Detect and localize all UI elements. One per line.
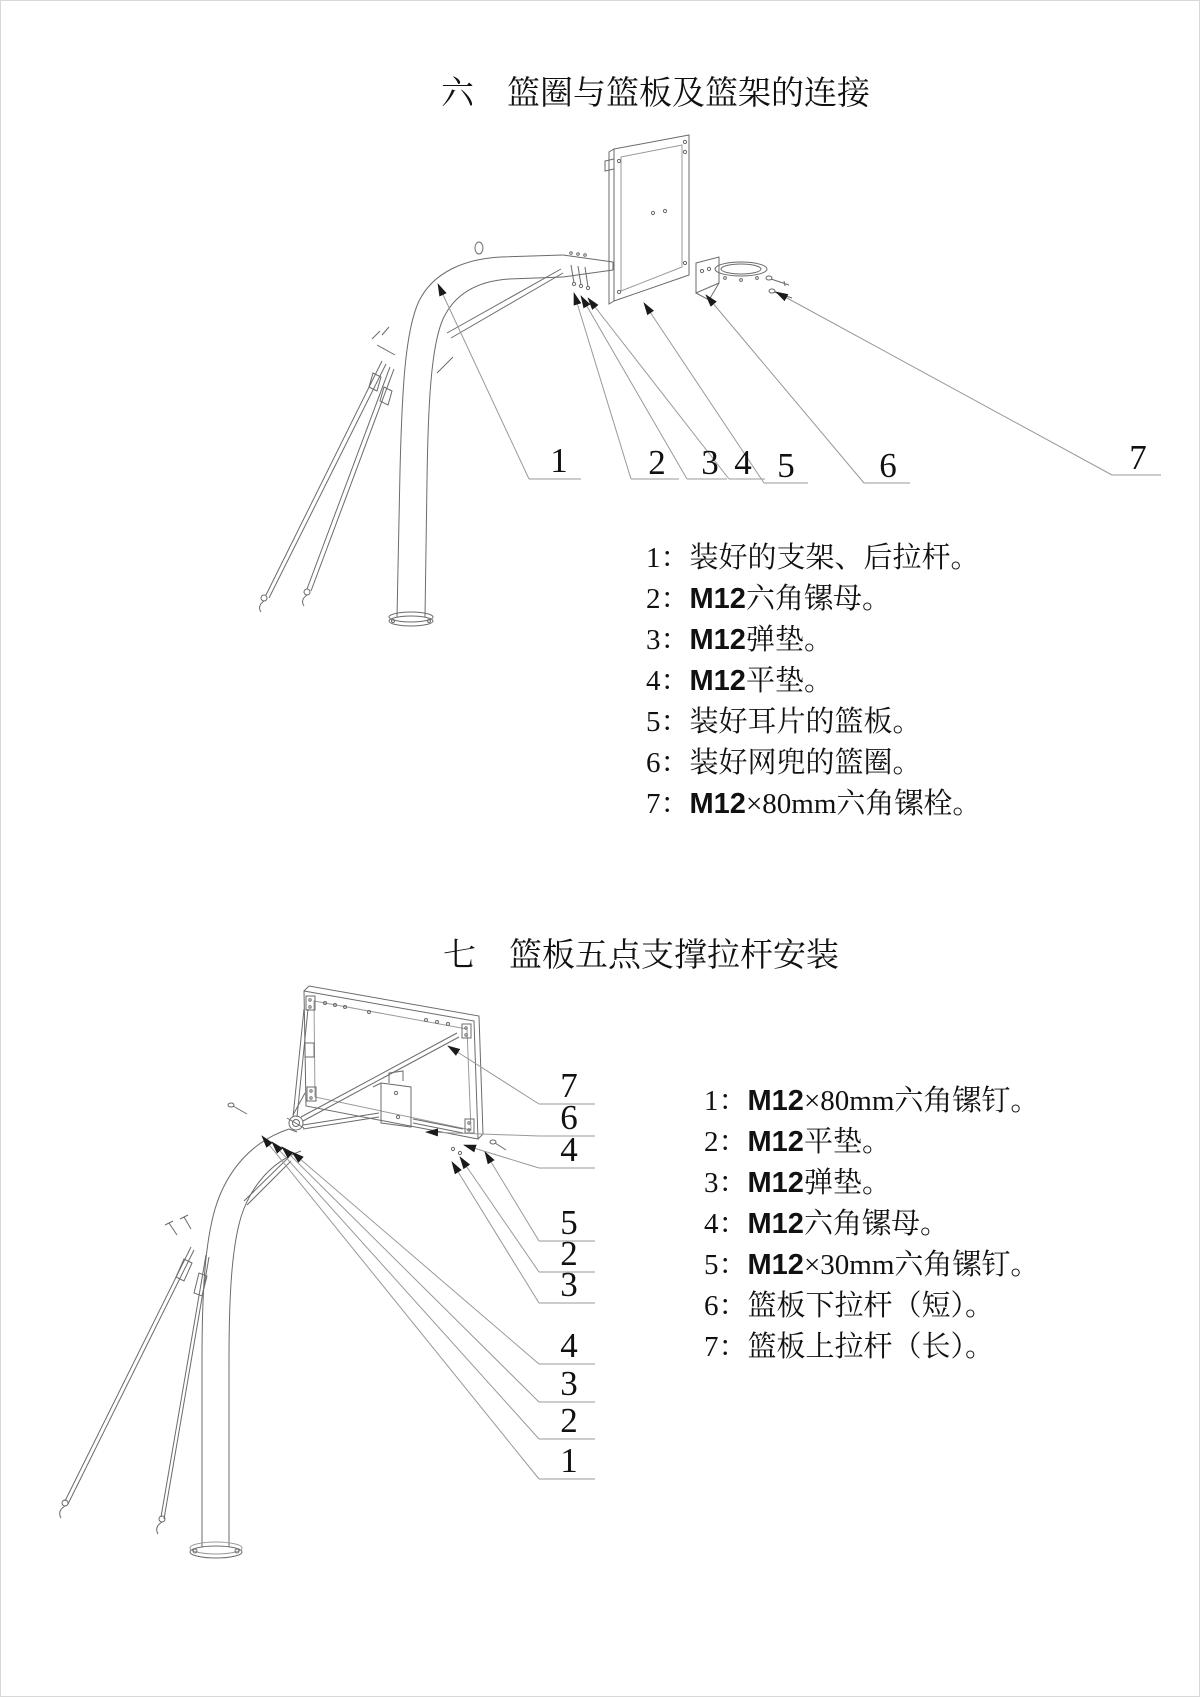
legend-item: 2：M12六角镙母。 [646,583,891,615]
callout-number: 5 [777,446,795,485]
callout-number: 4 [734,443,752,482]
section7-legend [704,1081,1039,1368]
callout-number: 1 [560,1441,578,1480]
legend-item: 4：M12平垫。 [646,665,833,697]
rear-stay-rods [260,327,395,612]
callout-number: 6 [560,1098,578,1137]
hex-bolts [766,276,792,298]
legend-item: 3：M12弹垫。 [646,624,833,656]
section7-title: 七 篮板五点支撑拉杆安装 [443,938,839,974]
callout-number: 7 [1129,438,1147,477]
callout-number: 4 [560,1326,578,1365]
callout-number: 6 [879,446,897,485]
pole-and-arm [389,242,613,626]
callout-number: 7 [560,1066,578,1105]
legend-item: 5：M12×30mm六角镙钉。 [704,1249,1040,1281]
callout-number: 2 [648,443,666,482]
rim-and-bracket [696,257,767,300]
legend-item: 1：装好的支架、后拉杆。 [646,542,980,574]
legend-item: 6：篮板下拉杆（短）。 [704,1290,995,1322]
backboard [605,135,689,304]
legend-item: 3：M12弹垫。 [704,1167,891,1199]
callout-leaders [438,284,1161,483]
legend-item: 7：M12×80mm六角镙栓。 [646,788,982,820]
callout-number: 5 [560,1203,578,1242]
legend-item: 1：M12×80mm六角镙钉。 [704,1085,1040,1117]
legend-item: 5：装好耳片的篮板。 [646,706,922,738]
diagram-backboard-rods [60,986,595,1558]
section6-legend [646,538,981,825]
callout-number: 2 [560,1234,578,1273]
support-rods [287,1009,463,1133]
legend-item: 7：篮板上拉杆（长）。 [704,1331,995,1363]
callout-number: 4 [560,1130,578,1169]
backboard-rear [304,986,483,1139]
legend-item: 6：装好网兜的篮圈。 [646,747,922,779]
callout-number: 1 [550,441,568,480]
section6-title: 六 篮圈与篮板及篮架的连接 [441,76,870,112]
callout-number: 2 [560,1401,578,1440]
rear-stay-rods-2 [60,1215,209,1534]
callout-number: 3 [701,443,719,482]
legend-item: 2：M12平垫。 [704,1126,891,1158]
assembly-diagrams [1,1,1200,1697]
pole [190,1129,301,1558]
callout-number: 3 [560,1265,578,1304]
callout-number: 3 [560,1364,578,1403]
legend-item: 4：M12六角镙母。 [704,1208,949,1240]
